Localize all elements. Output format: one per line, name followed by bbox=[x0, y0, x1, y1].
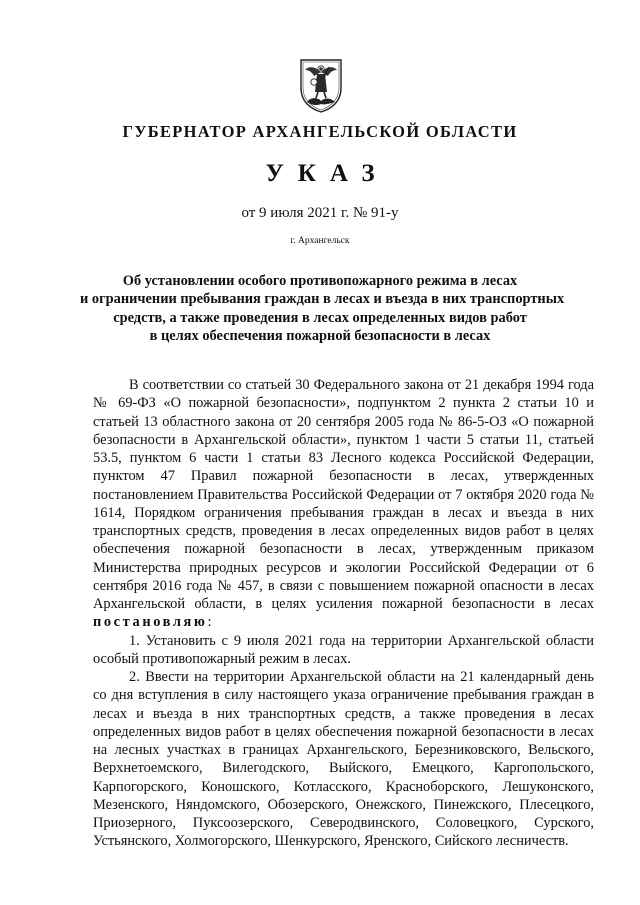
subject-line: средств, а также проведения в лесах определенных видов работ bbox=[113, 309, 527, 326]
subject-line: в целях обеспечения пожарной безопасности в лесах bbox=[149, 327, 491, 344]
decree-colon: : bbox=[207, 614, 212, 631]
document-city: г. Архангельск bbox=[290, 236, 350, 246]
document-body bbox=[93, 376, 594, 851]
item-1-paragraph: 1. Установить с 9 июля 2021 года на территории Архангельской области особый противопожарный режим в лесах. bbox=[93, 632, 594, 667]
subject-line: Об установлении особого противопожарного режима в лесах bbox=[122, 273, 518, 289]
coat-of-arms-icon bbox=[299, 58, 343, 114]
preamble-paragraph bbox=[93, 376, 594, 632]
document-date-number: от 9 июля 2021 г. № 91-у bbox=[241, 205, 399, 221]
issuer-title: ГУБЕРНАТОР АРХАНГЕЛЬСКОЙ ОБЛАСТИ bbox=[122, 122, 518, 141]
document-type-title: УКАЗ bbox=[265, 160, 389, 187]
preamble-text: В соответствии со статьей 30 Федерального закона от 21 декабря 1994 года № 69-ФЗ «О пожарной безопасности», подпунктом 2 пункта 2 статьи 10 и статьей 13 областного закона от 20 сентября 2005 года № 86-5-ОЗ «О пожарной безопасности в Архангельской области», пунктом 1 части 5 статьи 11, статьей 53.5, пунктом 6 части 1 статьи 83 Лесного кодекса Российской Федерации, пунктом 47 Правил пожарной безопасности в лесах, утвержденных постановлением Правительства Российской Федерации от 7 октября 2020 года № 1614, Порядком ограничения пребывания граждан в лесах и въезда в них транспортных средств, проведения в лесах определенных видов работ в целях обеспечения пожарной безопасности в лесах, утвержденным приказом Министерства природных ресурсов и экологии Российской Федерации от 6 сентября 2016 года № 457, в связи с повышением пожарной опасности в лесах Архангельской области, в целях усиления пожарной безопасности в лесах bbox=[93, 377, 594, 612]
subject-line: и ограничении пребывания граждан в лесах и въезда в них транспортных bbox=[80, 291, 565, 308]
document-subject bbox=[80, 272, 565, 345]
item-2-paragraph: 2. Ввести на территории Архангельской области на 21 календарный день со дня вступления в силу настоящего указа ограничение пребывания граждан в лесах и въезда в них транспортных средств, а также проведения в лесах определенных видов работ в целях обеспечения пожарной безопасности в лесах на лесных участках в границах Архангельского, Березниковского, Вельского, Верхнетоемского, Вилегодского, Выйского, Емецкого, Каргопольского, Карпогорского, Коношского, Котласского, Красноборского, Лешуконского, Мезенского, Няндомского, Обозерского, Онежского, Пинежского, Плесецкого, Приозерного, Пуксоозерского, Северодвинского, Соловецкого, Сурского, Устьянского, Холмогорского, Шенкурского, Яренского, Сийского лесничеств. bbox=[93, 669, 594, 850]
decree-word: постановляю bbox=[93, 614, 208, 631]
